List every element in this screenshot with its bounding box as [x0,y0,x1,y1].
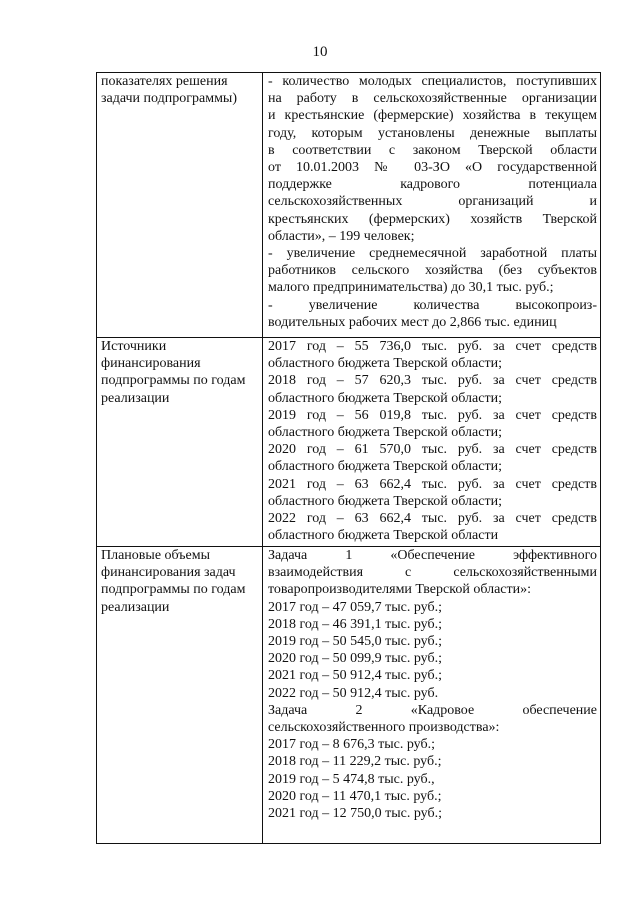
row-label [97,547,263,844]
content-line: 2018 год – 57 620,3 тыс. руб. за счет средств [268,373,597,389]
row-label [97,73,263,338]
page-number: 10 [312,44,328,60]
row-content [263,338,601,547]
content-line: работников сельского хозяйства (без субъектов [268,263,597,279]
content-line: взаимодействия с сельскохозяйственными [268,565,597,581]
content-line: областного бюджета Тверской области; [268,459,502,475]
content-line: областного бюджета Тверской области; [268,390,502,406]
content-line: крестьянских (фермерских) хозяйств Тверской [268,211,597,227]
content-line: 2020 год – 61 570,0 тыс. руб. за счет средств [268,442,597,458]
content-line: 2019 год – 50 545,0 тыс. руб.; [268,634,442,650]
content-line: 2020 год – 11 470,1 тыс. руб.; [268,788,442,804]
content-line: 2017 год – 55 736,0 тыс. руб. за счет средств [268,339,597,354]
program-passport-table [96,72,601,844]
content-line: поддержке кадрового потенциала [268,177,597,193]
label-line: задачи подпрограммы) [101,91,238,107]
content-line: году, которым установлены денежные выплаты [268,125,597,141]
table-row-task-funding [97,547,601,844]
label-line: показателях решения [101,74,228,89]
content-line: областного бюджета Тверской области; [268,356,502,372]
content-line: 2019 год – 56 019,8 тыс. руб. за счет средств [268,407,597,423]
content-line: Задача 2 «Кадровое обеспечение [268,702,597,718]
content-line: Задача 1 «Обеспечение эффективного [268,548,597,563]
content-line: - увеличение количества высокопроиз- [268,297,597,313]
label-line: финансирования задач [101,565,236,581]
content-line: 2020 год – 50 099,9 тыс. руб.; [268,651,442,667]
label-line: Источники [101,339,167,354]
row-content [263,73,601,338]
content-line: 2017 год – 8 676,3 тыс. руб.; [268,737,435,753]
content-line: в соответствии с законом Тверской области [268,142,597,158]
content-line: 2021 год – 63 662,4 тыс. руб. за счет средств [268,476,597,492]
content-line: от 10.01.2003 № 03-ЗО «О государственной [268,160,597,176]
label-line: реализации [101,599,170,615]
content-line: 2022 год – 50 912,4 тыс. руб. [268,685,439,701]
table-row-funding-sources [97,338,601,547]
label-line: реализации [101,390,170,406]
content-line: водительных рабочих мест до 2,866 тыс. единиц [268,314,557,330]
content-line: товаропроизводителями Тверской области»: [268,582,532,598]
content-line: 2022 год – 63 662,4 тыс. руб. за счет средств [268,511,597,527]
label-line: подпрограммы по годам [101,582,246,598]
content-line: области», – 199 человек; [268,228,415,244]
label-line: финансирования [101,356,201,372]
table-row-indicators [97,73,601,338]
content-line: 2021 год – 12 750,0 тыс. руб.; [268,806,442,822]
content-line: областного бюджета Тверской области [268,528,499,544]
content-line: 2021 год – 50 912,4 тыс. руб.; [268,668,442,684]
content-line: на работу в сельскохозяйственные организации [268,91,597,107]
content-line: 2018 год – 11 229,2 тыс. руб.; [268,754,442,770]
row-label [97,338,263,547]
content-line: областного бюджета Тверской области; [268,493,502,509]
content-line: - увеличение среднемесячной заработной платы [268,246,597,262]
content-line: сельскохозяйственных организаций и [268,194,597,210]
label-line: Плановые объемы [101,548,211,563]
content-line: сельскохозяйственного производства»: [268,720,500,736]
content-line: и крестьянские (фермерские) хозяйства в текущем [268,108,597,124]
content-line: 2018 год – 46 391,1 тыс. руб.; [268,616,442,632]
content-line: 2017 год – 47 059,7 тыс. руб.; [268,599,442,615]
content-line: - количество молодых специалистов, поступивших [268,74,597,89]
content-line: малого предпринимательства) до 30,1 тыс. руб.; [268,280,554,296]
label-line: подпрограммы по годам [101,373,246,389]
content-line: 2019 год – 5 474,8 тыс. руб., [268,771,435,787]
content-line: областного бюджета Тверской области; [268,425,502,441]
row-content [263,547,601,844]
